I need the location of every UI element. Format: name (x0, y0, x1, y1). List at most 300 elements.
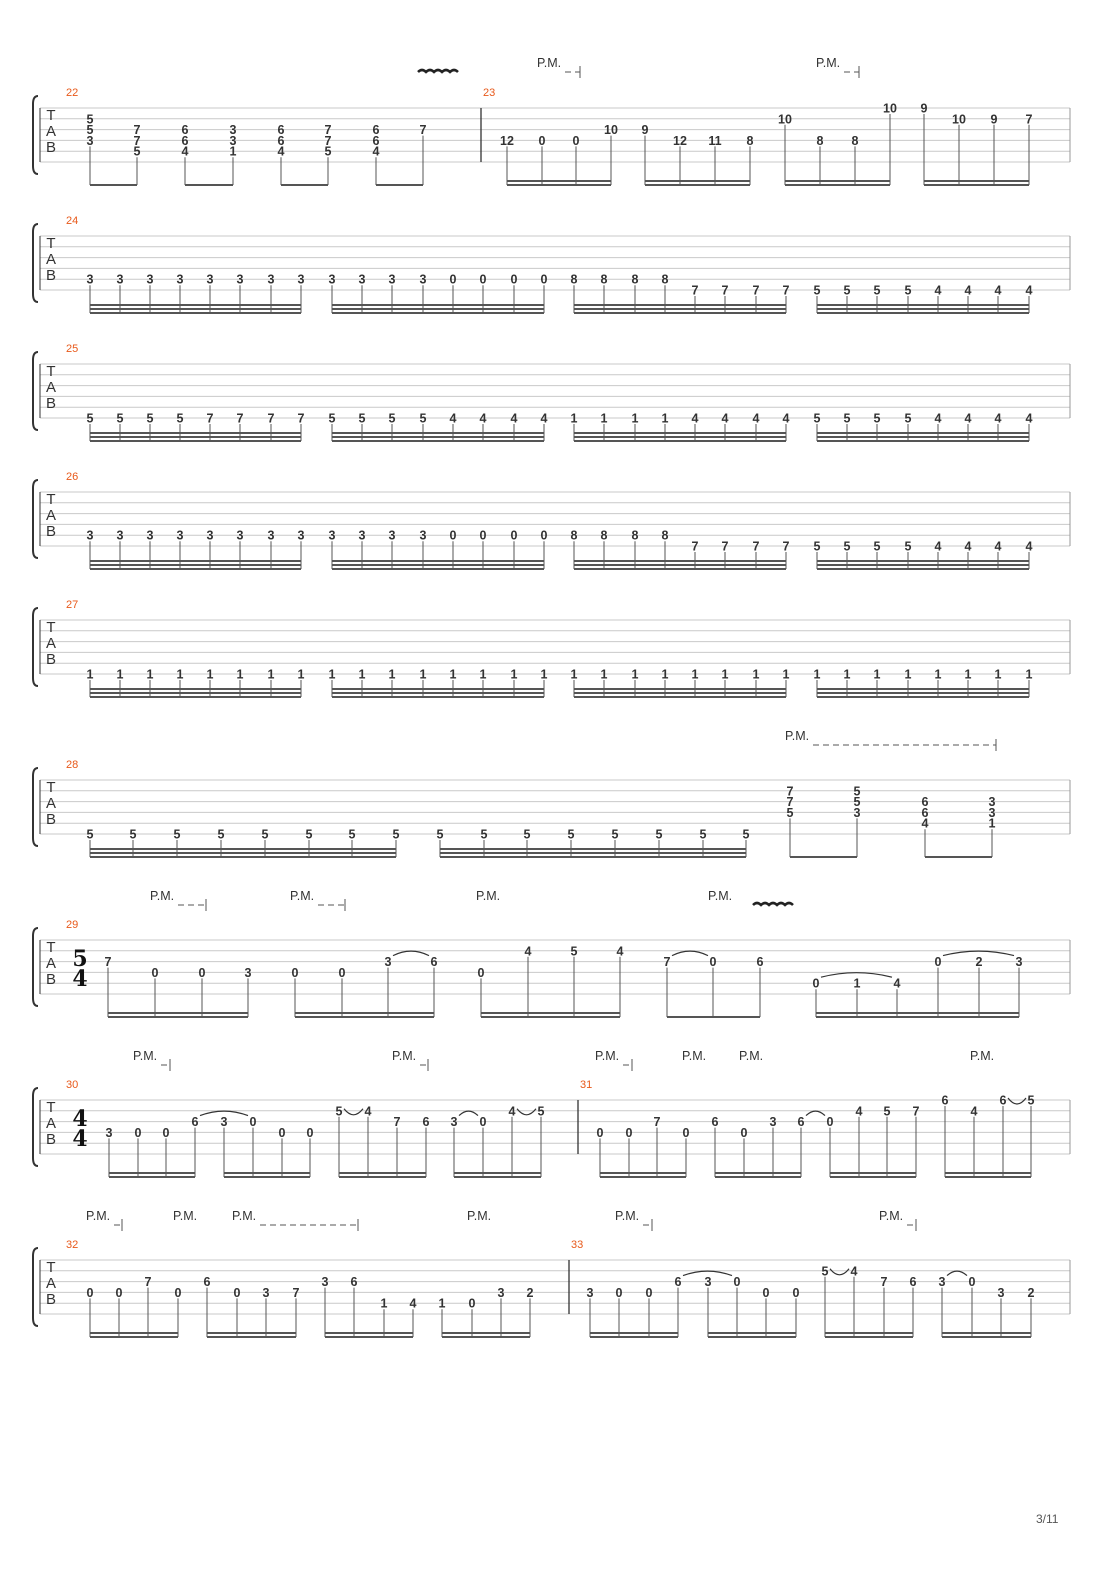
fret-number: 7 (393, 1115, 401, 1130)
fret-number: 10 (778, 112, 792, 127)
fret-number: 7 (786, 784, 794, 799)
tab-clef-letter: A (45, 1115, 57, 1132)
vibrato-mark (753, 903, 793, 905)
system-bracket (33, 224, 38, 302)
fret-number: 1 (721, 667, 729, 682)
fret-number: 8 (570, 528, 578, 543)
fret-number: 0 (477, 965, 485, 980)
tab-system (33, 729, 1070, 857)
fret-number: 0 (510, 272, 518, 287)
fret-number: 6 (941, 1093, 949, 1108)
fret-number: 10 (604, 123, 618, 138)
fret-number: 5 (305, 827, 313, 842)
tab-clef-letter: T (46, 1099, 56, 1116)
fret-number: 6 (203, 1275, 211, 1290)
fret-number: 3 (236, 272, 244, 287)
fret-number: 1 (176, 667, 184, 682)
fret-number: 1 (934, 667, 942, 682)
system-bracket (33, 1088, 38, 1166)
fret-number: 1 (236, 667, 244, 682)
fret-number: 1 (813, 667, 821, 682)
fret-number: 3 (297, 272, 305, 287)
fret-number: 1 (380, 1296, 388, 1311)
fret-number: 6 (921, 795, 929, 810)
fret-number: 0 (934, 955, 942, 970)
fret-number: 8 (631, 272, 639, 287)
tab-clef-letter: B (45, 139, 57, 156)
fret-number: 6 (921, 805, 929, 820)
fret-number: 0 (540, 528, 548, 543)
fret-number: 5 (813, 539, 821, 554)
fret-number: 0 (233, 1285, 241, 1300)
fret-number: 1 (570, 411, 578, 426)
fret-number: 3 (497, 1285, 505, 1300)
fret-number: 7 (206, 411, 214, 426)
fret-number: 4 (934, 283, 942, 298)
tab-clef-letter: B (45, 811, 57, 828)
fret-number: 5 (146, 411, 154, 426)
fret-number: 4 (964, 283, 972, 298)
fret-number: 8 (661, 528, 669, 543)
fret-number: 1 (358, 667, 366, 682)
fret-number: 5 (392, 827, 400, 842)
fret-number: 7 (721, 283, 729, 298)
palm-mute-label: P.M. (467, 1209, 492, 1223)
fret-number: 5 (883, 1104, 891, 1119)
fret-number: 5 (873, 411, 881, 426)
tie-arc (806, 1111, 825, 1116)
fret-number: 7 (786, 795, 794, 810)
fret-number: 6 (372, 133, 380, 148)
fret-number: 3 (176, 528, 184, 543)
fret-number: 1 (873, 667, 881, 682)
tie-arc (830, 1269, 849, 1275)
fret-number: 7 (691, 283, 699, 298)
fret-number: 5 (86, 123, 94, 138)
fret-number: 0 (596, 1125, 604, 1140)
fret-number: 3 (206, 528, 214, 543)
fret-number: 1 (600, 667, 608, 682)
tab-clef-letter: T (46, 107, 56, 124)
palm-mute-label: P.M. (133, 1049, 158, 1063)
tab-clef-letter: A (45, 123, 57, 140)
tab-clef-letter: A (45, 251, 57, 268)
fret-number: 1 (752, 667, 760, 682)
fret-number: 3 (388, 528, 396, 543)
fret-number: 5 (328, 411, 336, 426)
fret-number: 1 (388, 667, 396, 682)
measure-number: 29 (66, 919, 79, 931)
measure-number: 31 (580, 1079, 593, 1091)
fret-number: 4 (994, 539, 1002, 554)
fret-number: 0 (338, 965, 346, 980)
fret-number: 4 (508, 1104, 516, 1119)
fret-number: 5 (358, 411, 366, 426)
fret-number: 0 (615, 1285, 623, 1300)
fret-number: 6 (999, 1093, 1007, 1108)
palm-mute-label: P.M. (290, 889, 315, 903)
system-bracket (33, 1248, 38, 1326)
fret-number: 3 (328, 272, 336, 287)
system-bracket (33, 928, 38, 1006)
fret-number: 7 (104, 955, 112, 970)
tab-clef-letter: A (45, 955, 57, 972)
fret-number: 1 (843, 667, 851, 682)
tab-clef-letter: T (46, 235, 56, 252)
fret-number: 3 (146, 272, 154, 287)
fret-number: 2 (526, 1285, 534, 1300)
fret-number: 5 (655, 827, 663, 842)
fret-number: 5 (843, 539, 851, 554)
fret-number: 4 (691, 411, 699, 426)
fret-number: 2 (975, 955, 983, 970)
fret-number: 0 (306, 1125, 314, 1140)
system-bracket (33, 480, 38, 558)
fret-number: 7 (133, 133, 141, 148)
tab-system (33, 215, 1070, 313)
fret-number: 3 (419, 528, 427, 543)
fret-number: 0 (468, 1296, 476, 1311)
fret-number: 0 (134, 1125, 142, 1140)
fret-number: 0 (510, 528, 518, 543)
fret-number: 1 (691, 667, 699, 682)
fret-number: 7 (653, 1115, 661, 1130)
fret-number: 3 (146, 528, 154, 543)
fret-number: 3 (853, 805, 861, 820)
fret-number: 0 (792, 1285, 800, 1300)
fret-number: 7 (663, 955, 671, 970)
fret-number: 3 (86, 272, 94, 287)
fret-number: 1 (510, 667, 518, 682)
fret-number: 4 (994, 283, 1002, 298)
palm-mute-label: P.M. (615, 1209, 640, 1223)
fret-number: 4 (372, 144, 380, 159)
fret-number: 4 (409, 1296, 417, 1311)
fret-number: 4 (277, 144, 285, 159)
fret-number: 4 (921, 816, 929, 831)
fret-number: 5 (348, 827, 356, 842)
fret-number: 6 (756, 955, 764, 970)
fret-number: 7 (324, 133, 332, 148)
fret-number: 1 (600, 411, 608, 426)
fret-number: 7 (912, 1104, 920, 1119)
fret-number: 0 (682, 1125, 690, 1140)
fret-number: 4 (721, 411, 729, 426)
fret-number: 3 (988, 795, 996, 810)
tie-arc (393, 951, 429, 956)
fret-number: 8 (631, 528, 639, 543)
fret-number: 6 (674, 1275, 682, 1290)
fret-number: 5 (133, 144, 141, 159)
fret-number: 0 (645, 1285, 653, 1300)
fret-number: 5 (813, 411, 821, 426)
fret-number: 3 (86, 133, 94, 148)
fret-number: 1 (540, 667, 548, 682)
fret-number: 1 (661, 411, 669, 426)
fret-number: 0 (625, 1125, 633, 1140)
fret-number: 1 (988, 816, 996, 831)
fret-number: 0 (174, 1285, 182, 1300)
fret-number: 8 (600, 272, 608, 287)
time-signature-top: 5 (72, 946, 88, 972)
palm-mute-label: P.M. (86, 1209, 111, 1223)
fret-number: 5 (86, 827, 94, 842)
tab-system (33, 889, 1070, 1017)
system-bracket (33, 96, 38, 174)
fret-number: 1 (297, 667, 305, 682)
tab-clef-letter: A (45, 507, 57, 524)
fret-number: 3 (116, 528, 124, 543)
fret-number: 1 (328, 667, 336, 682)
fret-number: 12 (673, 133, 687, 148)
fret-number: 5 (570, 944, 578, 959)
palm-mute-label: P.M. (739, 1049, 764, 1063)
fret-number: 5 (86, 112, 94, 127)
fret-number: 3 (769, 1115, 777, 1130)
fret-number: 4 (964, 539, 972, 554)
fret-number: 5 (873, 283, 881, 298)
fret-number: 0 (278, 1125, 286, 1140)
fret-number: 3 (419, 272, 427, 287)
tab-clef-letter: T (46, 619, 56, 636)
fret-number: 7 (1025, 112, 1033, 127)
tab-clef-letter: A (45, 795, 57, 812)
fret-number: 3 (384, 955, 392, 970)
fret-number: 4 (510, 411, 518, 426)
fret-number: 7 (691, 539, 699, 554)
fret-number: 5 (116, 411, 124, 426)
fret-number: 6 (277, 123, 285, 138)
tab-clef-letter: A (45, 635, 57, 652)
fret-number: 4 (934, 411, 942, 426)
fret-number: 1 (267, 667, 275, 682)
fret-number: 4 (964, 411, 972, 426)
fret-number: 8 (570, 272, 578, 287)
fret-number: 1 (116, 667, 124, 682)
fret-number: 5 (86, 411, 94, 426)
fret-number: 7 (297, 411, 305, 426)
fret-number: 3 (229, 123, 237, 138)
fret-number: 6 (191, 1115, 199, 1130)
measure-number: 32 (66, 1239, 79, 1251)
fret-number: 7 (880, 1275, 888, 1290)
fret-number: 0 (291, 965, 299, 980)
fret-number: 11 (708, 133, 722, 148)
fret-number: 3 (86, 528, 94, 543)
fret-number: 6 (711, 1115, 719, 1130)
fret-number: 5 (786, 805, 794, 820)
fret-number: 0 (968, 1275, 976, 1290)
fret-number: 3 (244, 965, 252, 980)
fret-number: 1 (479, 667, 487, 682)
fret-number: 6 (350, 1275, 358, 1290)
measure-number: 25 (66, 343, 79, 355)
fret-number: 5 (419, 411, 427, 426)
tab-system (33, 343, 1070, 441)
fret-number: 9 (990, 112, 998, 127)
fret-number: 0 (812, 976, 820, 991)
tab-system (33, 1209, 1070, 1337)
fret-number: 3 (267, 272, 275, 287)
fret-number: 1 (206, 667, 214, 682)
page-number: 3/11 (1036, 1512, 1059, 1526)
fret-number: 1 (782, 667, 790, 682)
fret-number: 3 (105, 1125, 113, 1140)
tab-system (33, 56, 1070, 185)
palm-mute-label: P.M. (150, 889, 175, 903)
fret-number: 5 (821, 1264, 829, 1279)
fret-number: 4 (1025, 539, 1033, 554)
fret-number: 5 (843, 283, 851, 298)
fret-number: 1 (86, 667, 94, 682)
fret-number: 5 (176, 411, 184, 426)
fret-number: 5 (742, 827, 750, 842)
fret-number: 0 (479, 272, 487, 287)
measure-number: 27 (66, 599, 79, 611)
fret-number: 7 (752, 539, 760, 554)
fret-number: 5 (853, 784, 861, 799)
system-bracket (33, 768, 38, 846)
fret-number: 5 (567, 827, 575, 842)
fret-number: 6 (277, 133, 285, 148)
fret-number: 5 (388, 411, 396, 426)
fret-number: 0 (572, 133, 580, 148)
fret-number: 3 (297, 528, 305, 543)
fret-number: 1 (964, 667, 972, 682)
fret-number: 3 (704, 1275, 712, 1290)
fret-number: 1 (904, 667, 912, 682)
tab-clef-letter: T (46, 1259, 56, 1276)
fret-number: 3 (388, 272, 396, 287)
fret-number: 4 (524, 944, 532, 959)
fret-number: 3 (206, 272, 214, 287)
fret-number: 3 (262, 1285, 270, 1300)
tie-arc (672, 951, 708, 956)
fret-number: 5 (480, 827, 488, 842)
fret-number: 0 (538, 133, 546, 148)
fret-number: 3 (116, 272, 124, 287)
fret-number: 0 (479, 1115, 487, 1130)
fret-number: 0 (198, 965, 206, 980)
fret-number: 5 (699, 827, 707, 842)
tab-system (33, 599, 1070, 697)
fret-number: 7 (782, 283, 790, 298)
fret-number: 3 (358, 528, 366, 543)
fret-number: 7 (419, 123, 427, 138)
fret-number: 1 (994, 667, 1002, 682)
fret-number: 4 (893, 976, 901, 991)
fret-number: 1 (631, 667, 639, 682)
fret-number: 0 (826, 1115, 834, 1130)
fret-number: 0 (86, 1285, 94, 1300)
fret-number: 0 (151, 965, 159, 980)
fret-number: 8 (816, 133, 824, 148)
tab-clef-letter: T (46, 363, 56, 380)
fret-number: 8 (600, 528, 608, 543)
fret-number: 5 (129, 827, 137, 842)
fret-number: 6 (909, 1275, 917, 1290)
fret-number: 0 (740, 1125, 748, 1140)
measure-number: 26 (66, 471, 79, 483)
fret-number: 8 (851, 133, 859, 148)
fret-number: 5 (173, 827, 181, 842)
fret-number: 0 (762, 1285, 770, 1300)
fret-number: 3 (220, 1115, 228, 1130)
fret-number: 5 (324, 144, 332, 159)
fret-number: 4 (540, 411, 548, 426)
vibrato-mark (418, 70, 458, 72)
fret-number: 12 (500, 133, 514, 148)
fret-number: 4 (855, 1104, 863, 1119)
fret-number: 3 (328, 528, 336, 543)
fret-number: 9 (641, 123, 649, 138)
fret-number: 1 (661, 667, 669, 682)
fret-number: 1 (1025, 667, 1033, 682)
fret-number: 7 (721, 539, 729, 554)
fret-number: 3 (450, 1115, 458, 1130)
fret-number: 7 (133, 123, 141, 138)
fret-number: 5 (853, 795, 861, 810)
palm-mute-label: P.M. (392, 1049, 417, 1063)
palm-mute-label: P.M. (708, 889, 733, 903)
fret-number: 4 (364, 1104, 372, 1119)
fret-number: 4 (934, 539, 942, 554)
tab-clef-letter: B (45, 971, 57, 988)
fret-number: 4 (782, 411, 790, 426)
fret-number: 3 (938, 1275, 946, 1290)
tab-clef-letter: A (45, 1275, 57, 1292)
fret-number: 5 (904, 539, 912, 554)
fret-number: 5 (813, 283, 821, 298)
fret-number: 0 (733, 1275, 741, 1290)
fret-number: 7 (144, 1275, 152, 1290)
tie-arc (517, 1109, 536, 1115)
fret-number: 6 (797, 1115, 805, 1130)
tab-clef-letter: B (45, 523, 57, 540)
fret-number: 3 (988, 805, 996, 820)
fret-number: 0 (449, 272, 457, 287)
fret-number: 9 (920, 101, 928, 116)
fret-number: 6 (422, 1115, 430, 1130)
measure-number: 28 (66, 759, 79, 771)
fret-number: 1 (229, 144, 237, 159)
fret-number: 0 (540, 272, 548, 287)
measure-number: 30 (66, 1079, 79, 1091)
measure-number: 33 (571, 1239, 584, 1251)
tab-system (33, 1049, 1070, 1177)
system-bracket (33, 608, 38, 686)
fret-number: 5 (537, 1104, 545, 1119)
fret-number: 4 (616, 944, 624, 959)
measure-number: 24 (66, 215, 79, 227)
palm-mute-label: P.M. (595, 1049, 620, 1063)
fret-number: 5 (261, 827, 269, 842)
fret-number: 5 (873, 539, 881, 554)
fret-number: 8 (746, 133, 754, 148)
fret-number: 8 (661, 272, 669, 287)
time-signature-bottom: 4 (72, 1126, 88, 1152)
tie-arc (344, 1109, 363, 1115)
fret-number: 1 (570, 667, 578, 682)
fret-number: 4 (479, 411, 487, 426)
time-signature-top: 4 (72, 1106, 88, 1132)
fret-number: 5 (217, 827, 225, 842)
palm-mute-label: P.M. (476, 889, 501, 903)
tab-clef-letter: B (45, 651, 57, 668)
palm-mute-label: P.M. (785, 729, 810, 743)
fret-number: 1 (631, 411, 639, 426)
tab-clef-letter: B (45, 1131, 57, 1148)
